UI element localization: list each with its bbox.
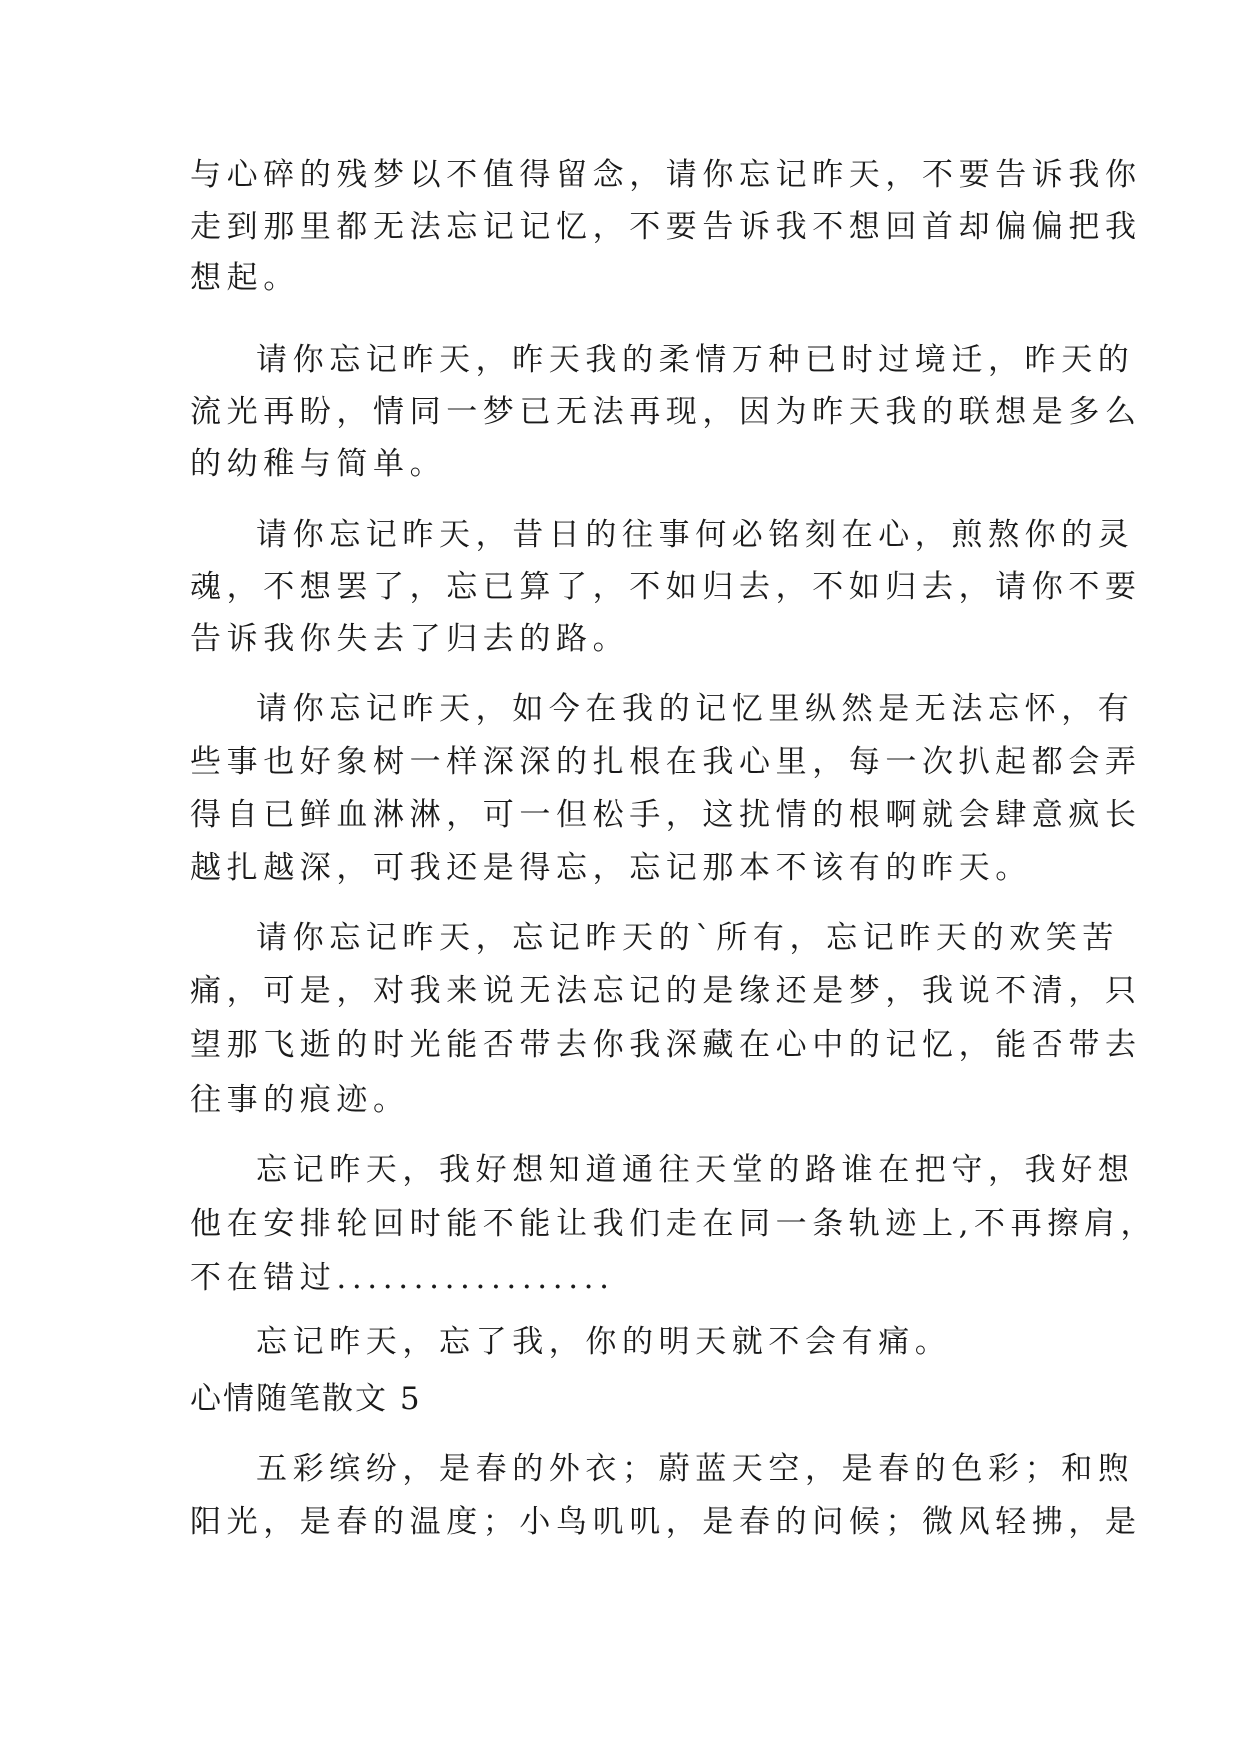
text-line: 痛，可是，对我来说无法忘记的是缘还是梦，我说不清，只 xyxy=(190,973,1142,1009)
text-line: 越扎越深，可我还是得忘，忘记那本不该有的昨天。 xyxy=(190,850,1032,886)
paragraph-first-line: 请你忘记昨天，如今在我的记忆里纵然是无法忘怀，有 xyxy=(256,691,1135,727)
paragraph-first-line: 请你忘记昨天，昔日的往事何必铭刻在心，煎熬你的灵 xyxy=(256,517,1135,553)
paragraph-first-line: 请你忘记昨天，忘记昨天的`所有，忘记昨天的欢笑苦 xyxy=(256,920,1119,956)
text-line: 得自已鲜血淋淋，可一但松手，这扰情的根啊就会肆意疯长 xyxy=(190,797,1142,833)
paragraph-first-line: 忘记昨天，忘了我，你的明天就不会有痛。 xyxy=(256,1324,952,1360)
paragraph-first-line: 请你忘记昨天，昨天我的柔情万种已时过境迁，昨天的 xyxy=(256,342,1135,378)
text-line: 与心碎的残梦以不值得留念，请你忘记昨天，不要告诉我你 xyxy=(190,157,1142,193)
text-line: 走到那里都无法忘记记忆，不要告诉我不想回首却偏偏把我 xyxy=(190,209,1142,245)
text-line: 他在安排轮回时能不能让我们走在同一条轨迹上,不再擦肩， xyxy=(190,1206,1158,1242)
text-line: 想起。 xyxy=(190,260,300,296)
text-line: 告诉我你失去了归去的路。 xyxy=(190,621,630,657)
text-line: 望那飞逝的时光能否带去你我深藏在心中的记忆，能否带去 xyxy=(190,1027,1142,1063)
text-line: 的幼稚与简单。 xyxy=(190,446,447,482)
paragraph-first-line: 忘记昨天，我好想知道通往天堂的路谁在把守，我好想 xyxy=(256,1152,1135,1188)
paragraph-first-line: 五彩缤纷，是春的外衣；蔚蓝天空，是春的色彩；和煦 xyxy=(256,1451,1135,1487)
text-line: 些事也好象树一样深深的扎根在我心里，每一次扒起都会弄 xyxy=(190,744,1142,780)
text-line: 流光再盼，情同一梦已无法再现，因为昨天我的联想是多么 xyxy=(190,394,1142,430)
text-line: 往事的痕迹。 xyxy=(190,1082,410,1118)
section-heading: 心情随笔散文 5 xyxy=(190,1381,422,1417)
text-line: 不在错过.................. xyxy=(190,1260,615,1296)
text-line: 魂，不想罢了，忘已算了，不如归去，不如归去，请你不要 xyxy=(190,569,1142,605)
text-line: 阳光，是春的温度；小鸟叽叽，是春的问候；微风轻拂，是 xyxy=(190,1504,1142,1540)
